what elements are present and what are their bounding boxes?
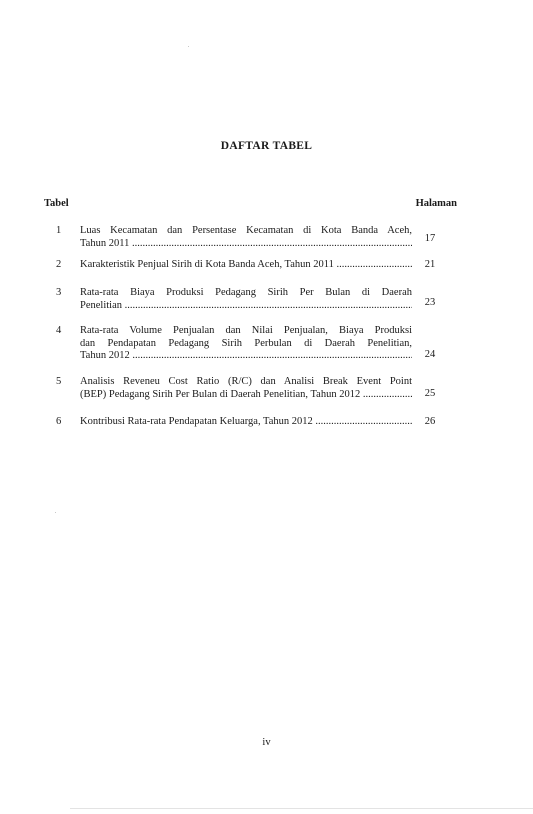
entry-title (80, 376, 412, 401)
entry-line-dotted: Tahun 2011 ..... (80, 238, 412, 251)
column-header-table: Tabel (44, 198, 69, 209)
entry-number: 3 (56, 287, 62, 298)
entry-number: 5 (56, 376, 62, 387)
entry-page: 23 (424, 297, 436, 308)
scan-speck (55, 512, 56, 513)
entry-number: 1 (56, 225, 62, 236)
entry-line: Rata-rata Biaya Produksi Pedagang Sirih Per Bulan di Daerah (80, 287, 412, 298)
page-number: iv (262, 737, 271, 748)
entry-number: 6 (56, 416, 62, 427)
entry-line: dan Pendapatan Pedagang Sirih Perbulan di Daerah Penelitian, (80, 337, 412, 349)
page-title: DAFTAR TABEL (220, 140, 313, 152)
entry-page: 17 (424, 233, 436, 244)
scan-edge-line (70, 808, 533, 809)
entry-line-dotted: Penelitian ..... (80, 300, 412, 313)
entry-line-dotted: (BEP) Pedagang Sirih Per Bulan di Daerah Penelitian, Tahun 2012 ..... (80, 389, 412, 402)
entry-page: 21 (424, 259, 436, 270)
entry-line-dotted: Karakteristik Penjual Sirih di Kota Banda Aceh, Tahun 2011 ..... (80, 259, 412, 272)
entry-line: Rata-rata Volume Penjualan dan Nilai Penjualan, Biaya Produksi (80, 325, 412, 336)
column-header-page: Halaman (415, 198, 457, 209)
entry-line-dotted: Tahun 2012 ..... (80, 350, 412, 363)
entry-page: 24 (424, 349, 436, 360)
entry-line: Analisis Reveneu Cost Ratio (R/C) dan Analisi Break Event Point (80, 376, 412, 387)
entry-title (80, 416, 412, 429)
entry-number: 4 (56, 325, 62, 336)
scan-speck (188, 46, 189, 47)
entry-number: 2 (56, 259, 62, 270)
entry-page: 25 (424, 388, 436, 399)
entry-title (80, 287, 412, 312)
entry-page: 26 (424, 416, 436, 427)
entry-line-dotted: Kontribusi Rata-rata Pendapatan Keluarga, Tahun 2012 ..... (80, 416, 412, 429)
entry-title (80, 259, 412, 272)
entry-title (80, 225, 412, 250)
entry-line: Luas Kecamatan dan Persentase Kecamatan di Kota Banda Aceh, (80, 225, 412, 236)
entry-title (80, 325, 412, 363)
